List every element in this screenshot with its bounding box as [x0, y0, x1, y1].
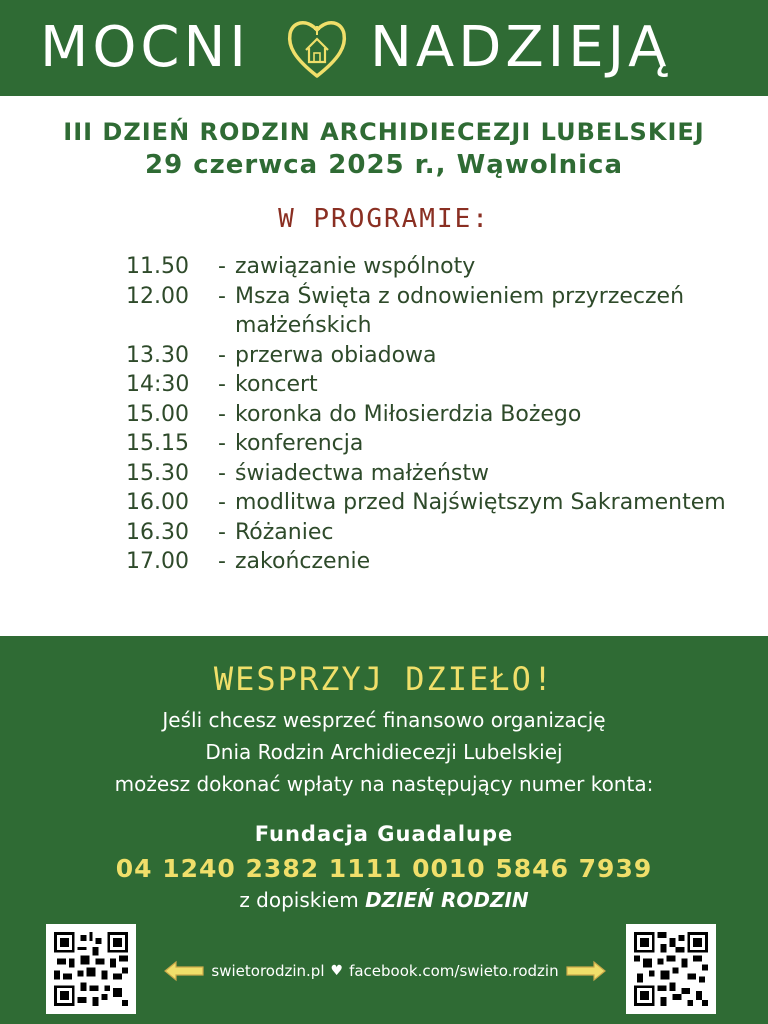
transfer-note — [0, 888, 768, 912]
item-dash: - — [218, 549, 226, 574]
note-prefix: z dopiskiem — [239, 888, 359, 912]
heart-icon: ♥ — [330, 963, 344, 979]
list-item — [126, 252, 726, 282]
bank-account-number: 04 1240 2382 1111 0010 5846 7939 — [115, 854, 653, 883]
item-desc: zawiązanie wspólnoty — [235, 254, 476, 279]
item-dash: - — [218, 431, 226, 456]
program-heading: W PROGRAMIE: — [278, 204, 490, 234]
item-desc: świadectwa małżeństw — [235, 460, 490, 486]
item-time: 17.00 — [126, 549, 189, 574]
item-time: 15.15 — [126, 431, 189, 456]
list-item — [126, 282, 726, 341]
list-item — [126, 341, 726, 371]
website-link[interactable]: swietorodzin.pl — [211, 962, 325, 980]
support-heading: WESPRZYJ DZIEŁO! — [213, 660, 555, 698]
heart-house-icon — [286, 16, 348, 82]
support-text-3: możesz dokonać wpłaty na następujący numer konta: — [114, 772, 654, 796]
list-item — [126, 488, 726, 518]
qr-code-icon — [634, 932, 708, 1006]
qr-code-right[interactable] — [626, 924, 716, 1014]
qr-code-left[interactable] — [46, 924, 136, 1014]
item-desc: Msza Święta z odnowieniem przyrzeczeń małżeńskich — [235, 283, 685, 338]
list-item — [126, 370, 726, 400]
item-dash: - — [218, 372, 226, 397]
facebook-link[interactable]: facebook.com/swieto.rodzin — [349, 962, 559, 980]
event-date-place: 29 czerwca 2025 r., Wąwolnica — [145, 150, 623, 180]
item-time: 12.00 — [126, 283, 189, 309]
schedule-list — [126, 252, 726, 577]
item-time: 15.30 — [126, 460, 189, 486]
item-dash: - — [218, 401, 226, 427]
item-dash: - — [218, 490, 226, 515]
footer-links — [140, 958, 630, 984]
title-left: MOCNI — [40, 15, 250, 80]
item-dash: - — [218, 460, 226, 486]
list-item — [126, 459, 726, 489]
item-desc: zakończenie — [235, 549, 371, 574]
foundation-name: Fundacja Guadalupe — [254, 822, 514, 846]
item-dash: - — [218, 342, 226, 368]
event-title: III DZIEŃ RODZIN ARCHIDIECEZJI LUBELSKIEJ — [63, 118, 705, 146]
item-time: 16.00 — [126, 490, 189, 515]
list-item — [126, 400, 726, 430]
item-desc: koncert — [235, 372, 318, 397]
item-desc: konferencja — [235, 431, 364, 456]
support-text-2: Dnia Rodzin Archidiecezji Lubelskiej — [205, 740, 563, 764]
qr-code-icon — [54, 932, 128, 1006]
arrow-left-icon — [163, 960, 205, 982]
item-time: 14:30 — [126, 372, 190, 397]
item-dash: - — [218, 283, 226, 309]
item-desc: Różaniec — [235, 519, 334, 545]
item-time: 13.30 — [126, 342, 189, 368]
list-item — [126, 429, 726, 459]
list-item — [126, 547, 726, 577]
item-dash: - — [218, 519, 226, 545]
arrow-right-icon — [565, 960, 607, 982]
support-text-1: Jeśli chcesz wesprzeć finansowo organizację — [162, 708, 606, 732]
item-desc: koronka do Miłosierdzia Bożego — [235, 401, 582, 427]
top-banner — [0, 0, 768, 96]
item-time: 11.50 — [126, 254, 189, 279]
item-dash: - — [218, 254, 226, 279]
title-right: NADZIEJĄ — [370, 15, 671, 80]
item-desc: przerwa obiadowa — [235, 342, 437, 368]
list-item — [126, 518, 726, 548]
item-desc: modlitwa przed Najświętszym Sakramentem — [235, 490, 726, 515]
note-keyword: DZIEŃ RODZIN — [365, 888, 529, 912]
item-time: 16.30 — [126, 519, 189, 545]
item-time: 15.00 — [126, 401, 189, 427]
